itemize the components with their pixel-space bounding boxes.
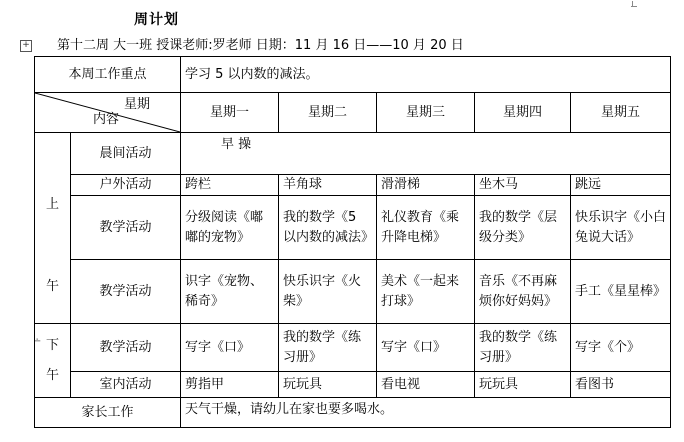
teaching2-cell-mon[interactable]: 识字《宠物、稀奇》 — [181, 260, 279, 324]
morning-value[interactable]: 早 操 — [181, 133, 671, 175]
weekly-plan-table — [34, 56, 671, 428]
teaching2-cell-thu[interactable]: 音乐《不再麻烦你好妈妈》 — [475, 260, 571, 324]
outdoor-cell-fri[interactable]: 跳远 — [571, 175, 671, 196]
indoor-row — [35, 372, 671, 398]
day-wednesday: 星期三 — [377, 93, 475, 133]
outdoor-cell-tue[interactable]: 羊角球 — [279, 175, 377, 196]
teaching2-cell-fri[interactable]: 手工《星星棒》 — [571, 260, 671, 324]
pm-label-cell — [35, 324, 71, 398]
content-label: 内容 — [93, 112, 120, 127]
morning-label: 晨间活动 — [71, 133, 181, 175]
header-diagonal-cell — [35, 93, 181, 133]
teaching-label-3: 教学活动 — [71, 324, 181, 372]
outdoor-cell-mon[interactable]: 跨栏 — [181, 175, 279, 196]
header-row — [35, 93, 671, 133]
teaching1-cell-tue[interactable]: 我的数学《5 以内数的减法》 — [279, 196, 377, 260]
focus-value[interactable]: 学习 5 以内数的减法。 — [181, 57, 671, 93]
morning-row — [35, 133, 671, 175]
outdoor-row — [35, 175, 671, 196]
indoor-cell-tue[interactable]: 玩玩具 — [279, 372, 377, 398]
teaching-label-2: 教学活动 — [71, 260, 181, 324]
teaching-row-3 — [35, 324, 671, 372]
teaching3-cell-fri[interactable]: 写字《个》 — [571, 324, 671, 372]
focus-row — [35, 57, 671, 93]
indoor-cell-thu[interactable]: 玩玩具 — [475, 372, 571, 398]
indoor-cell-wed[interactable]: 看电视 — [377, 372, 475, 398]
outdoor-cell-thu[interactable]: 坐木马 — [475, 175, 571, 196]
outdoor-label: 户外活动 — [71, 175, 181, 196]
focus-label: 本周工作重点 — [35, 57, 181, 93]
margin-mark: ∸ — [33, 336, 42, 347]
page-corner-mark — [631, 6, 637, 7]
teaching3-cell-wed[interactable]: 写字《口》 — [377, 324, 475, 372]
parent-value[interactable]: 天气干燥，请幼儿在家也要多喝水。 — [181, 398, 671, 428]
day-tuesday: 星期二 — [279, 93, 377, 133]
pm-label-bottom: 午 — [45, 367, 59, 383]
day-friday: 星期五 — [571, 93, 671, 133]
indoor-cell-fri[interactable]: 看图书 — [571, 372, 671, 398]
teaching1-cell-mon[interactable]: 分级阅读《嘟嘟的宠物》 — [181, 196, 279, 260]
page-title: 周计划 — [134, 12, 179, 28]
am-label-cell — [35, 133, 71, 324]
teaching-row-2 — [35, 260, 671, 324]
am-label-bottom: 午 — [45, 279, 59, 294]
table-move-handle-icon[interactable]: + — [20, 40, 32, 52]
day-thursday: 星期四 — [475, 93, 571, 133]
teaching2-cell-tue[interactable]: 快乐识字《火柴》 — [279, 260, 377, 324]
parent-row — [35, 398, 671, 428]
pm-label-top: 下 — [45, 337, 59, 353]
teaching3-cell-mon[interactable]: 写字《口》 — [181, 324, 279, 372]
teaching1-cell-wed[interactable]: 礼仪教育《乘升降电梯》 — [377, 196, 475, 260]
teaching2-cell-wed[interactable]: 美术《一起来打球》 — [377, 260, 475, 324]
outdoor-cell-wed[interactable]: 滑滑梯 — [377, 175, 475, 196]
teaching3-cell-tue[interactable]: 我的数学《练习册》 — [279, 324, 377, 372]
am-label-top: 上 — [45, 197, 59, 212]
teaching-row-1 — [35, 196, 671, 260]
indoor-cell-mon[interactable]: 剪指甲 — [181, 372, 279, 398]
indoor-label: 室内活动 — [71, 372, 181, 398]
weekday-label: 星期 — [124, 97, 151, 112]
teaching3-cell-thu[interactable]: 我的数学《练习册》 — [475, 324, 571, 372]
parent-label: 家长工作 — [35, 398, 181, 428]
teaching1-cell-thu[interactable]: 我的数学《层级分类》 — [475, 196, 571, 260]
day-monday: 星期一 — [181, 93, 279, 133]
teaching1-cell-fri[interactable]: 快乐识字《小白兔说大话》 — [571, 196, 671, 260]
page-subtitle: 第十二周 大一班 授课老师:罗老师 日期：11 月 16 日——10 月 20 日 — [57, 38, 464, 53]
teaching-label-1: 教学活动 — [71, 196, 181, 260]
